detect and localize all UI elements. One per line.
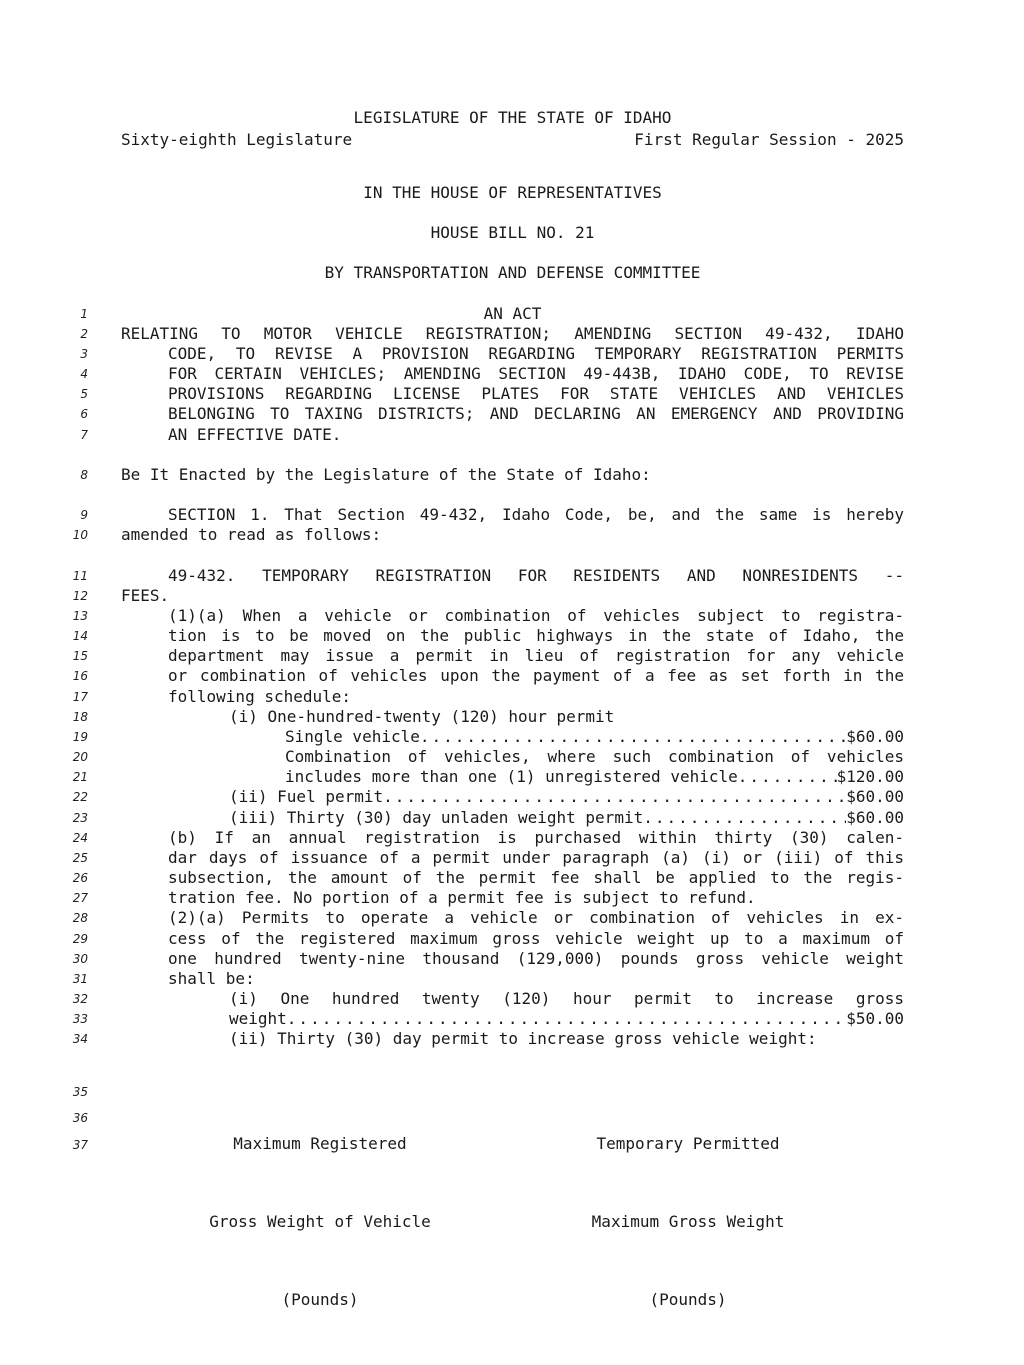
schedule-item: (i) One-hundred-twenty (120) hour permit <box>229 707 615 726</box>
paragraph-line: tion is to be moved on the public highways in the state of Idaho, the <box>168 626 904 645</box>
session-left: Sixty-eighth Legislature <box>121 130 353 149</box>
title-line: BELONGING TO TAXING DISTRICTS; AND DECLARING AN EMERGENCY AND PROVIDING <box>168 404 904 423</box>
line-number: 17 <box>72 690 88 704</box>
line-number: 37 <box>72 1138 88 1152</box>
fee-label: (iii) Thirty (30) day unladen weight permit <box>229 808 644 827</box>
enacting-clause: Be It Enacted by the Legislature of the State of Idaho: <box>121 465 651 484</box>
section-1-line: amended to read as follows: <box>121 525 382 544</box>
schedule-item: (ii) Thirty (30) day permit to increase gross vehicle weight: <box>229 1029 817 1048</box>
section-heading: 49-432. TEMPORARY REGISTRATION FOR RESIDENTS AND NONRESIDENTS -- <box>168 566 904 585</box>
line-number: 4 <box>80 367 88 381</box>
header-line: (Pounds) <box>281 1290 359 1309</box>
line-number: 16 <box>72 669 88 683</box>
table-header-left <box>180 1079 460 1365</box>
line-number: 36 <box>72 1111 88 1125</box>
fee-label: (ii) Fuel permit <box>229 787 384 806</box>
line-number: 27 <box>72 891 88 905</box>
fee-amount: $60.00 <box>846 727 904 746</box>
legislature-heading: LEGISLATURE OF THE STATE OF IDAHO <box>353 108 672 127</box>
fee-row-fuel <box>229 787 904 807</box>
header-line: Maximum Registered <box>233 1134 407 1153</box>
line-number: 13 <box>72 609 88 623</box>
line-number: 11 <box>72 569 88 583</box>
paragraph-line: department may issue a permit in lieu of registration for any vehicle <box>168 646 904 665</box>
paragraph-line: dar days of issuance of a permit under paragraph (a) (i) or (iii) of this <box>168 848 904 867</box>
line-number: 10 <box>72 528 88 542</box>
line-number: 24 <box>72 831 88 845</box>
paragraph-line: or combination of vehicles upon the payment of a fee as set forth in the <box>168 666 904 685</box>
line-number: 22 <box>72 790 88 804</box>
dot-leader <box>420 727 846 747</box>
dot-leader <box>738 767 837 787</box>
paragraph-line: cess of the registered maximum gross vehicle weight up to a maximum of <box>168 929 904 948</box>
title-line: RELATING TO MOTOR VEHICLE REGISTRATION; AMENDING SECTION 49-432, IDAHO <box>121 324 904 343</box>
line-number: 26 <box>72 871 88 885</box>
combination-line: Combination of vehicles, where such combination of vehicles <box>285 747 904 766</box>
paragraph-line: one hundred twenty-nine thousand (129,000) pounds gross vehicle weight <box>168 949 904 968</box>
line-number: 33 <box>72 1012 88 1026</box>
line-number: 12 <box>72 589 88 603</box>
house-heading: IN THE HOUSE OF REPRESENTATIVES <box>363 183 662 202</box>
line-number: 25 <box>72 851 88 865</box>
line-number: 1 <box>80 307 88 321</box>
line-number: 32 <box>72 992 88 1006</box>
title-line: AN EFFECTIVE DATE. <box>168 425 342 444</box>
header-line: Maximum Gross Weight <box>591 1212 785 1231</box>
title-line: FOR CERTAIN VEHICLES; AMENDING SECTION 49-443B, IDAHO CODE, TO REVISE <box>168 364 904 383</box>
line-number: 28 <box>72 911 88 925</box>
fee-row-gross-weight <box>229 1009 904 1029</box>
line-number: 35 <box>72 1085 88 1099</box>
fee-label: weight <box>229 1009 287 1028</box>
header-line: Temporary Permitted <box>596 1134 780 1153</box>
paragraph-line: following schedule: <box>168 687 352 706</box>
session-right: First Regular Session - 2025 <box>634 130 904 149</box>
line-number: 21 <box>72 770 88 784</box>
section-1-line: SECTION 1. That Section 49-432, Idaho Code, be, and the same is hereby <box>168 505 904 524</box>
line-number: 30 <box>72 952 88 966</box>
line-number: 31 <box>72 972 88 986</box>
fee-amount: $120.00 <box>836 767 904 786</box>
fee-row-unladen <box>229 808 904 828</box>
line-number: 6 <box>80 407 88 421</box>
header-line: (Pounds) <box>649 1290 727 1309</box>
paragraph-line: shall be: <box>168 969 255 988</box>
section-heading: FEES. <box>121 586 170 605</box>
line-number: 9 <box>80 508 88 522</box>
line-number: 23 <box>72 811 88 825</box>
paragraph-line: (1)(a) When a vehicle or combination of vehicles subject to registra- <box>168 606 904 625</box>
paragraph-line: tration fee. No portion of a permit fee is subject to refund. <box>168 888 756 907</box>
fee-amount: $50.00 <box>846 1009 904 1028</box>
fee-label: Single vehicle <box>285 727 420 746</box>
bill-number: HOUSE BILL NO. 21 <box>430 223 595 242</box>
line-number: 20 <box>72 750 88 764</box>
line-number: 29 <box>72 932 88 946</box>
dot-leader <box>643 808 846 828</box>
fee-amount: $60.00 <box>846 808 904 827</box>
line-number: 34 <box>72 1032 88 1046</box>
schedule-item: (i) One hundred twenty (120) hour permit to increase gross <box>229 989 904 1008</box>
line-number: 5 <box>80 387 88 401</box>
dot-leader <box>287 1009 846 1029</box>
paragraph-line: (2)(a) Permits to operate a vehicle or combination of vehicles in ex- <box>168 908 904 927</box>
fee-row-single <box>285 727 904 747</box>
paragraph-line: subsection, the amount of the permit fee shall be applied to the regis- <box>168 868 904 887</box>
line-number: 14 <box>72 629 88 643</box>
table-header-right <box>548 1079 828 1365</box>
line-number: 3 <box>80 347 88 361</box>
line-number: 8 <box>80 468 88 482</box>
an-act: AN ACT <box>483 304 542 323</box>
line-number: 19 <box>72 730 88 744</box>
header-line: Gross Weight of Vehicle <box>209 1212 431 1231</box>
fee-label: includes more than one (1) unregistered vehicle <box>285 767 738 786</box>
line-number: 2 <box>80 327 88 341</box>
title-line: CODE, TO REVISE A PROVISION REGARDING TEMPORARY REGISTRATION PERMITS <box>168 344 904 363</box>
line-number: 18 <box>72 710 88 724</box>
line-number: 15 <box>72 649 88 663</box>
dot-leader <box>383 787 846 807</box>
title-line: PROVISIONS REGARDING LICENSE PLATES FOR STATE VEHICLES AND VEHICLES <box>168 384 904 403</box>
paragraph-line: (b) If an annual registration is purchased within thirty (30) calen- <box>168 828 904 847</box>
fee-row-combination <box>285 767 904 787</box>
fee-amount: $60.00 <box>846 787 904 806</box>
line-number: 7 <box>80 428 88 442</box>
sponsor: BY TRANSPORTATION AND DEFENSE COMMITTEE <box>324 263 701 282</box>
